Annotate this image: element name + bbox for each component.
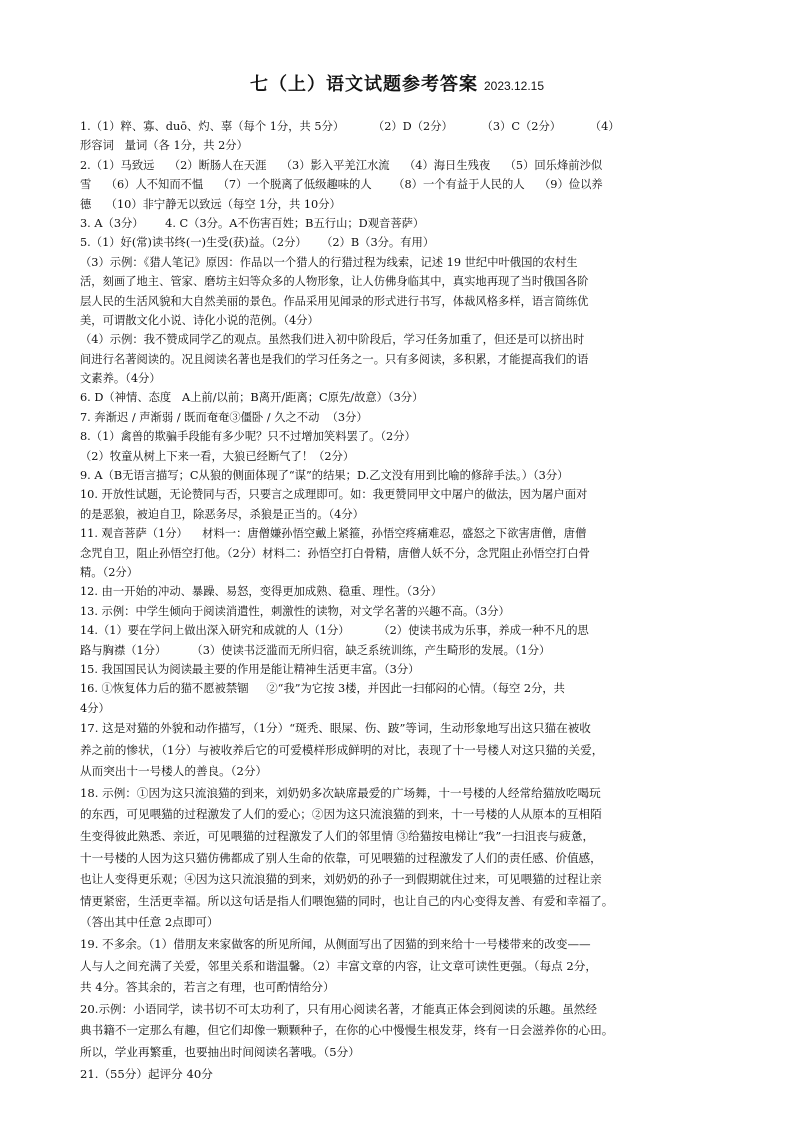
answer-line: 的东西，可见喂猫的过程激发了人们的爱心；②因为这只流浪猫的到来，十一号楼的人从原本的互相陌	[80, 807, 602, 822]
exam-date: 2023.12.15	[483, 79, 545, 93]
answer-line: 9. A（B无语言描写；C从狼的侧面体现了“谋”的结果；D.乙文没有用到比喻的修辞手法。）（3分）	[80, 469, 569, 483]
answer-line: 德 （10）非宁静无以致远（每空 1分，共 10分）	[80, 197, 341, 211]
answer-line: 15. 我国国民认为阅读最主要的作用是能让精神生活更丰富。（3分）	[80, 662, 420, 676]
page-title: 七（上）语文试题参考答案	[249, 74, 478, 95]
answer-line: 7. 奔渐迟 / 声渐弱 / 既而奄奄③僵卧 / 久之不动 （3分）	[80, 410, 368, 424]
answer-line: （2）牧童从树上下来一看，大狼已经断气了！（2分）	[80, 449, 355, 463]
answer-line: 层人民的生活风貌和大自然美丽的景色。作品采用见闻录的形式进行书写，体裁风格多样，语言简练优	[80, 294, 589, 308]
answer-line: 11. 观音菩萨（1分） 材料一：唐僧嫌孙悟空戴上紧箍，孙悟空疼痛难忍，盛怒之下欲害唐僧，唐僧	[80, 527, 587, 541]
answer-line: 6. D（神情、态度 A上前/以前；B离开/距离；C原先/故意）（3分）	[80, 391, 424, 405]
answer-line: 文素养。（4分）	[80, 372, 161, 386]
answer-line: 十一号楼的人因为这只猫仿佛都成了别人生命的依靠，可见喂猫的过程激发了人们的责任感、价值感，	[80, 850, 602, 865]
answer-content	[80, 117, 720, 1085]
answer-line: 共 4分。答其余的，若言之有理，也可酌情给分）	[80, 980, 335, 995]
answer-line: 8.（1）禽兽的欺骗手段能有多少呢？只不过增加笑料罢了。（2分）	[80, 430, 416, 444]
answer-line: 所以，学业再繁重，也要抽出时间阅读名著哦。（5分）	[80, 1045, 360, 1060]
answer-line: 12. 由一开始的冲动、暴躁、易怒，变得更加成熟、稳重、理性。（3分）	[80, 585, 443, 599]
answer-line: 16. ①恢复体力后的猫不愿被禁锢 ②“我”为它按 3楼，并因此一扫郁闷的心情。（每空 2分，共	[80, 682, 565, 696]
answer-line: 的是恶狼，被迫自卫，除恶务尽，杀狼是正当的。（4分）	[80, 507, 364, 521]
answer-line: 10. 开放性试题，无论赞同与否，只要言之成理即可。如：我更赞同甲文中屠户的做法，因为屠户面对	[80, 488, 588, 502]
answer-line: 典书籍不一定那么有趣，但它们却像一颗颗种子，在你的心中慢慢生根发芽，终有一日会滋养你的心田。	[80, 1023, 614, 1038]
answer-line: 1.（1）粹、寡、duō、灼、辜（每个 1分，共 5分） （2）D（2分） （3）C（2分） （4）	[80, 120, 620, 133]
answer-line: 精。（2分）	[80, 565, 139, 579]
answer-line: 形容词 量词（各 1分，共 2分）	[80, 139, 248, 153]
answer-line: 20.示例：小语同学，读书切不可太功利了，只有用心阅读名著，才能真正体会到阅读的乐趣。虽然经	[80, 1001, 597, 1016]
answer-line: （3）示例：《猎人笔记》原因：作品以一个猎人的行猎过程为线索，记述 19 世纪中叶俄国的农村生	[80, 255, 578, 269]
answer-line: 3. A（3分） 4. C（3分。A不伤害百姓；B五行山；D观音菩萨）	[80, 216, 425, 230]
answer-line: 活，刻画了地主、管家、磨坊主妇等众多的人物形象，让人仿佛身临其中，真实地再现了当时俄国各阶	[80, 275, 589, 289]
answer-line: 情更紧密，生活更幸福。所以这句话是指人们喂饱猫的同时，也让自己的内心变得友善、有爱和幸福了。	[80, 893, 614, 908]
answer-line: 21.（55分）起评分 40分	[80, 1066, 213, 1081]
answer-line: 4分）	[80, 701, 110, 715]
answer-line: 13. 示例：中学生倾向于阅读消遣性，刺激性的读物，对文学名著的兴趣不高。（3分）	[80, 604, 510, 618]
answer-line: 从而突出十一号楼人的善良。（2分）	[80, 764, 268, 779]
answer-line: （4）示例：我不赞成同学乙的观点。虽然我们进入初中阶段后，学习任务加重了，但还是可以挤出时	[80, 333, 585, 347]
answer-line: （答出其中任意 2点即可）	[80, 915, 219, 930]
answer-line: 5.（1）好(常)读书终(一)生受(获)益。（2分） （2）B（3分。有用）	[80, 236, 435, 250]
answer-line: 养之前的惨状，（1分）与被收养后它的可爱模样形成鲜明的对比，表现了十一号楼人对这只猫的关爱，	[80, 742, 604, 757]
answer-line: 念咒自卫，阻止孙悟空打他。（2分）材料二：孙悟空打白骨精，唐僧人妖不分，念咒阻止孙悟空打白骨	[80, 546, 590, 560]
answer-line: 雪 （6）人不知而不愠 （7）一个脱离了低级趣味的人 （8）一个有益于人民的人 （9）俭以养	[80, 178, 603, 192]
answer-line: 路与胸襟（1分） （3）使读书泛滥而无所归宿，缺乏系统训练，产生畸形的发展。（1分）	[80, 643, 551, 657]
answer-line: 人与人之间充满了关爱，邻里关系和谐温馨。（2）丰富文章的内容，让文章可读性更强。（每点 2分，	[80, 958, 597, 973]
answer-line: 14.（1）要在学问上做出深入研究和成就的人（1分） （2）使读书成为乐事，养成一种不凡的思	[80, 624, 589, 638]
answer-line: 2.（1）马致远 （2）断肠人在天涯 （3）影入平羌江水流 （4）海日生残夜 （5）回乐烽前沙似	[80, 158, 603, 172]
answer-line: 间进行名著阅读的。况且阅读名著也是我们的学习任务之一。只有多阅读，多积累，才能提高我们的语	[80, 352, 589, 366]
answer-line: 也让人变得更乐观；④因为这只流浪猫的到来，刘奶奶的孙子一到假期就住过来，可见喂猫的过程让亲	[80, 872, 602, 887]
answer-line: 18. 示例：①因为这只流浪猫的到来，刘奶奶多次缺席最爱的广场舞，十一号楼的人经常给猫放吃喝玩	[80, 785, 601, 800]
answer-line: 19. 不多余。（1）借朋友来家做客的所见所闻，从侧面写出了因猫的到来给十一号楼带来的改变——	[80, 937, 591, 952]
answer-line: 美，可谓散文化小说、诗化小说的范例。（4分）	[80, 313, 319, 327]
answer-line: 生变得彼此熟悉、亲近，可见喂猫的过程激发了人们的邻里情 ③给猫按电梯让“我”一扫沮丧与疲惫，	[80, 829, 595, 844]
answer-line: 17. 这是对猫的外貌和动作描写，（1分）“斑秃、眼屎、伤、跛”等词，生动形象地写出这只猫在被收	[80, 721, 591, 736]
header	[0, 70, 794, 96]
